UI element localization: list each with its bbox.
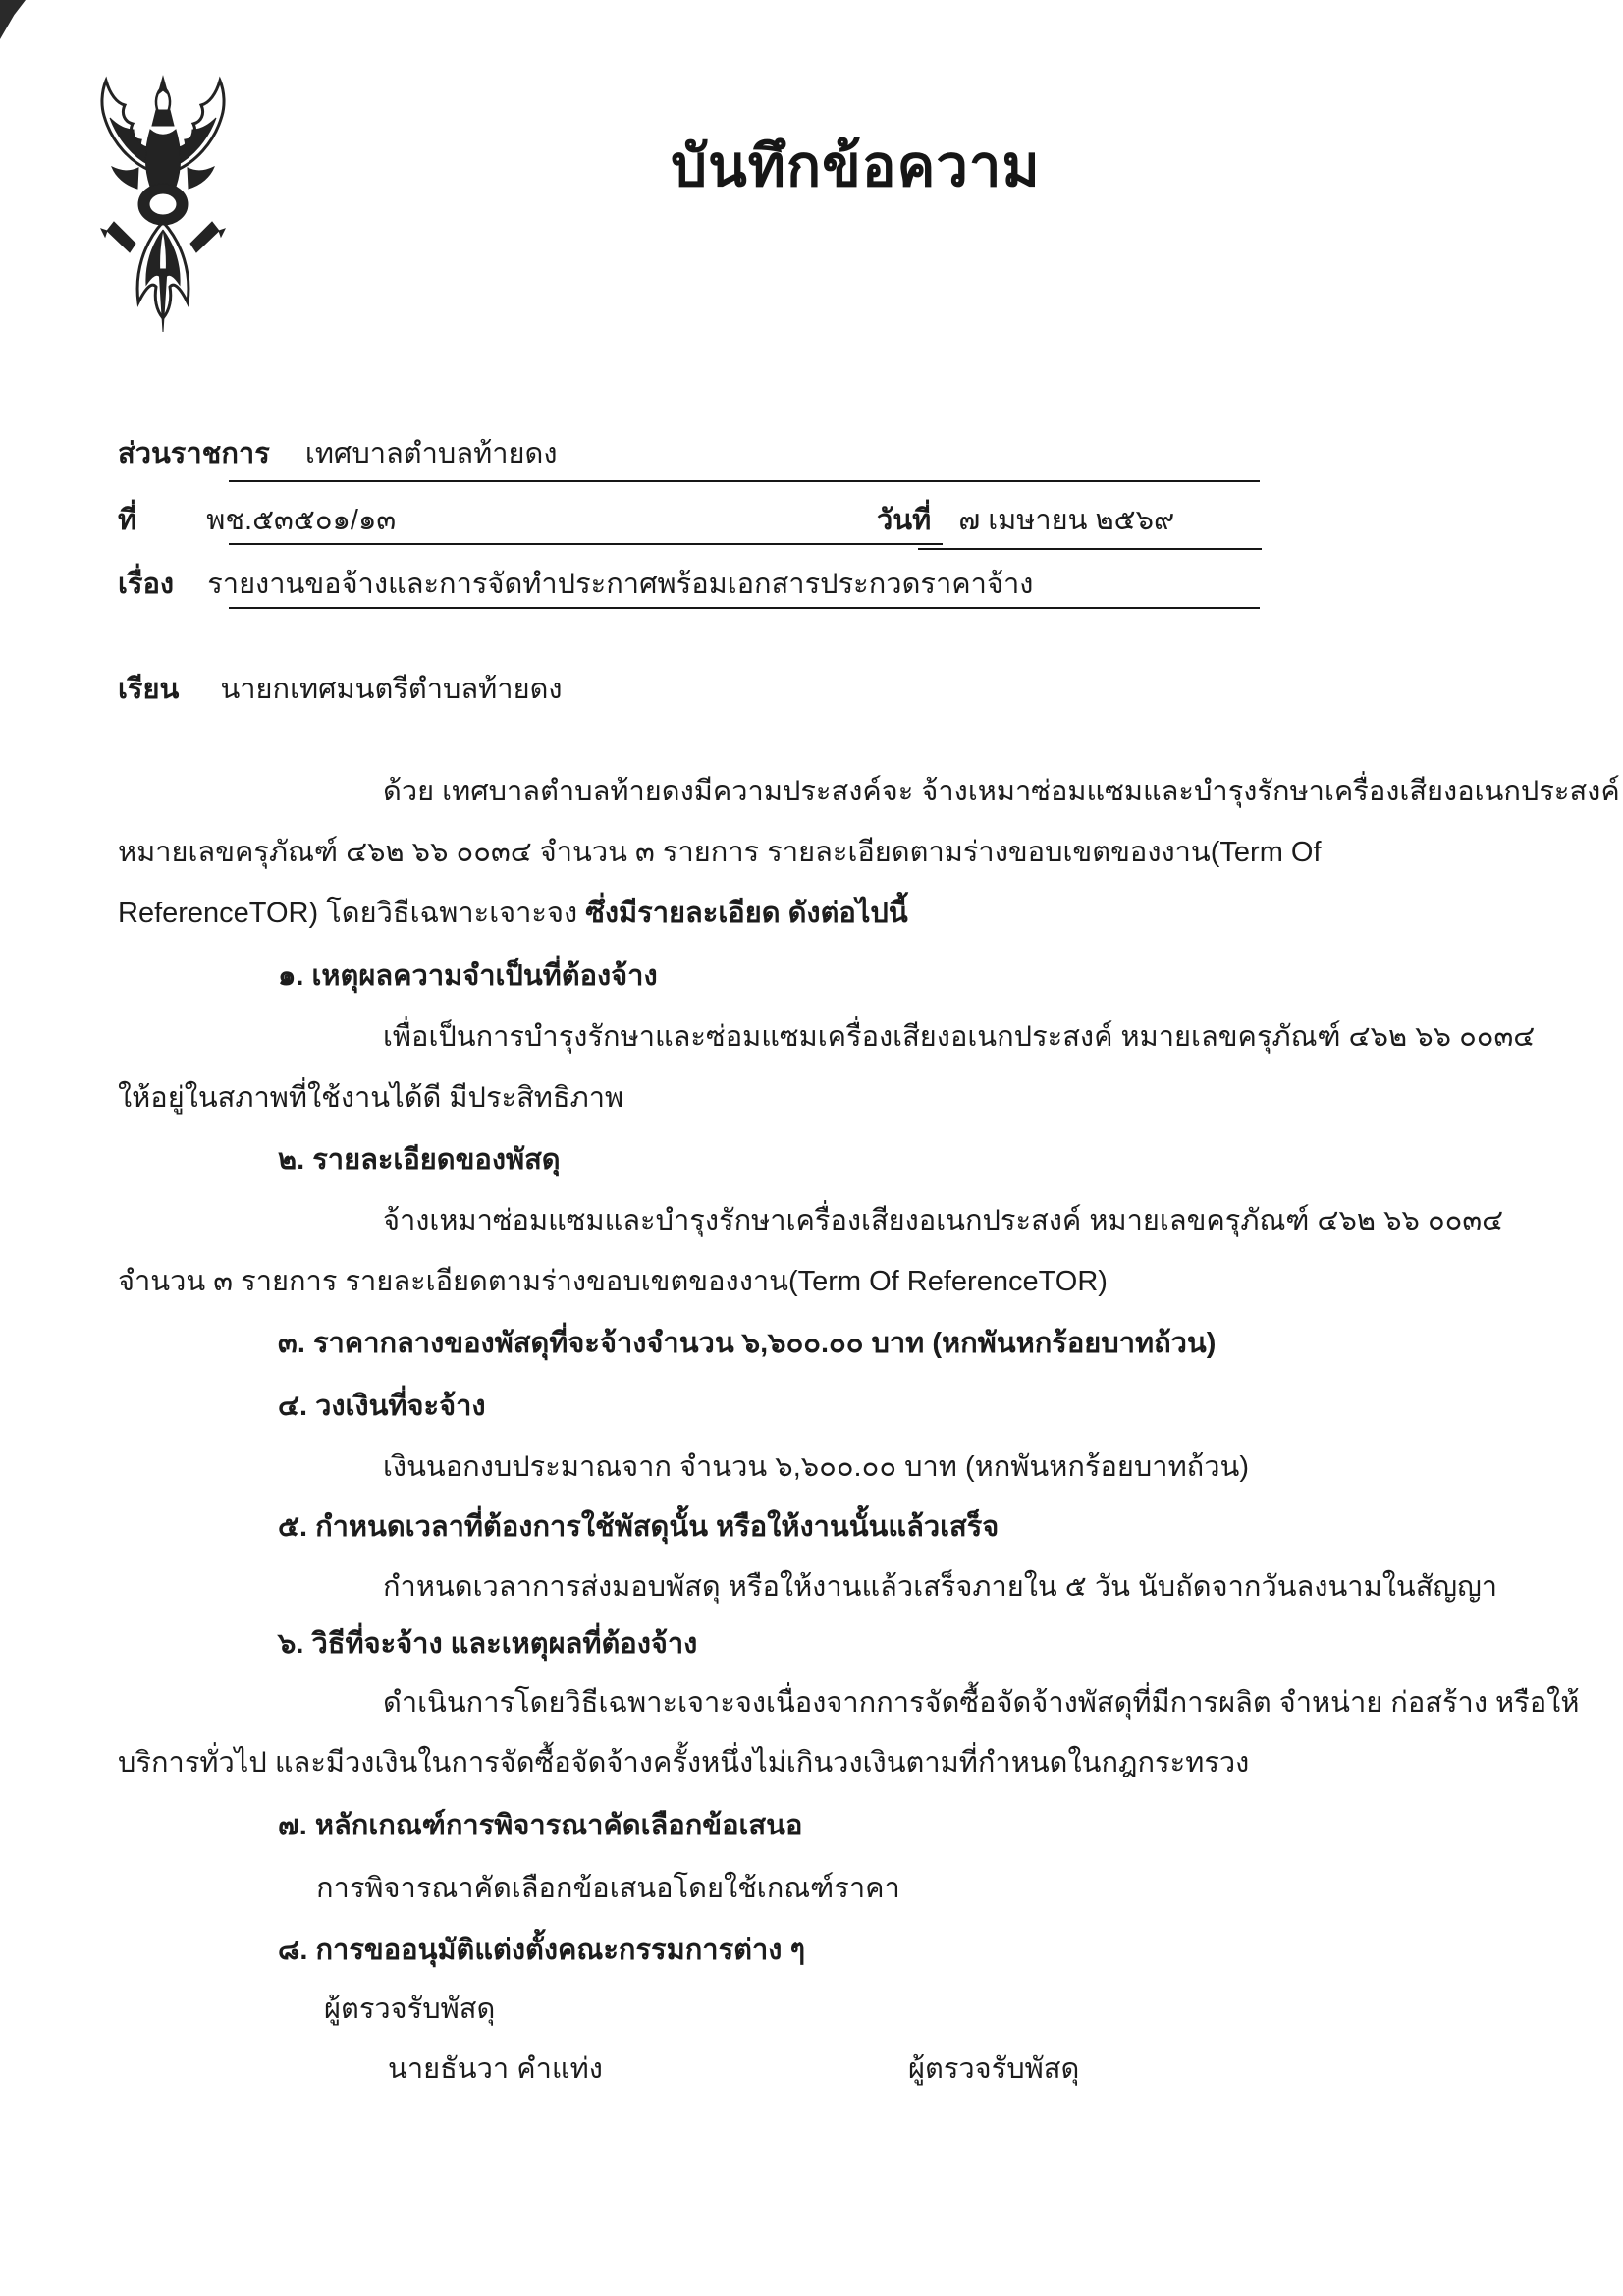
- to-label: เรียน: [118, 674, 180, 705]
- number-label: ที่: [118, 505, 137, 536]
- body-line: เพื่อเป็นการบำรุงรักษาและซ่อมแซมเครื่องเสียงอเนกประสงค์ หมายเลขครุภัณฑ์ ๔๖๒ ๖๖ ๐๐๓๔: [383, 1021, 1536, 1053]
- number-row: [118, 497, 396, 542]
- body-line: เงินนอกงบประมาณจาก จำนวน ๖,๖๐๐.๐๐ บาท (หกพันหกร้อยบาทถ้วน): [383, 1451, 1250, 1483]
- page-title: บันทึกข้อความ: [671, 135, 1041, 198]
- body-line: บริการทั่วไป และมีวงเงินในการจัดซื้อจัดจ้างครั้งหนึ่งไม่เกินวงเงินตามที่กำหนดในกฎกระทรวง: [118, 1747, 1250, 1778]
- section-5-heading: ๕. กำหนดเวลาที่ต้องการใช้พัสดุนั้น หรือให้งานนั้นแล้วเสร็จ: [278, 1511, 1000, 1543]
- inspector-role: ผู้ตรวจรับพัสดุ: [908, 2053, 1080, 2085]
- number-value: พช.๕๓๕๐๑/๑๓: [206, 505, 397, 536]
- body-line: ให้อยู่ในสภาพที่ใช้งานได้ดี มีประสิทธิภาพ: [118, 1082, 624, 1114]
- body-line: [118, 890, 908, 935]
- section-3-heading: ๓. ราคากลางของพัสดุที่จะจ้างจำนวน ๖,๖๐๐.๐๐ บาท (หกพันหกร้อยบาทถ้วน): [278, 1328, 1217, 1359]
- body-line: ผู้ตรวจรับพัสดุ: [324, 1994, 496, 2025]
- inspector-name: นายธันวา คำแท่ง: [388, 2053, 603, 2085]
- header-rule: [229, 543, 943, 545]
- subject-label: เรื่อง: [118, 569, 175, 600]
- department-row: [118, 430, 558, 475]
- subject-value: รายงานขอจ้างและการจัดทำประกาศพร้อมเอกสารประกวดราคาจ้าง: [207, 569, 1034, 600]
- header-rule: [918, 548, 1262, 550]
- department-value: เทศบาลตำบลท้ายดง: [304, 438, 558, 469]
- body-line: การพิจารณาคัดเลือกข้อเสนอโดยใช้เกณฑ์ราคา: [316, 1873, 900, 1904]
- to-value: นายกเทศมนตรีตำบลท้ายดง: [220, 674, 563, 705]
- body-line: กำหนดเวลาการส่งมอบพัสดุ หรือให้งานแล้วเสร็จภายใน ๕ วัน นับถัดจากวันลงนามในสัญญา: [383, 1571, 1498, 1603]
- header-rule: [229, 607, 1260, 609]
- section-2-heading: ๒. รายละเอียดของพัสดุ: [278, 1144, 561, 1175]
- date-value: ๗ เมษายน ๒๕๖๙: [958, 505, 1175, 536]
- body-line: หมายเลขครุภัณฑ์ ๔๖๒ ๖๖ ๐๐๓๔ จำนวน ๓ รายการ รายละเอียดตามร่างขอบเขตของงาน(Term Of: [118, 837, 1322, 868]
- body-line-text: ReferenceTOR) โดยวิธีเฉพาะเจาะจง: [118, 898, 586, 929]
- section-8-heading: ๘. การขออนุมัติแต่งตั้งคณะกรรมการต่าง ๆ: [278, 1935, 806, 1966]
- body-line-bold-text: ซึ่งมีรายละเอียด ดังต่อไปนี้: [585, 898, 908, 929]
- section-7-heading: ๗. หลักเกณฑ์การพิจารณาคัดเลือกข้อเสนอ: [278, 1810, 803, 1841]
- body-line: ดำเนินการโดยวิธีเฉพาะเจาะจงเนื่องจากการจัดซื้อจัดจ้างพัสดุที่มีการผลิต จำหน่าย ก่อสร้าง หรือให้: [383, 1687, 1580, 1719]
- body-line: จ้างเหมาซ่อมแซมและบำรุงรักษาเครื่องเสียงอเนกประสงค์ หมายเลขครุภัณฑ์ ๔๖๒ ๖๖ ๐๐๓๔: [383, 1205, 1504, 1236]
- section-4-heading: ๔. วงเงินที่จะจ้าง: [278, 1391, 486, 1422]
- department-label: ส่วนราชการ: [118, 438, 270, 469]
- subject-row: [118, 561, 1033, 606]
- header-rule: [229, 480, 1260, 482]
- date-row: [877, 497, 1174, 542]
- body-line: ด้วย เทศบาลตำบลท้ายดงมีความประสงค์จะ จ้างเหมาซ่อมแซมและบำรุงรักษาเครื่องเสียงอเนกประสงค์: [383, 776, 1620, 807]
- date-label: วันที่: [877, 505, 932, 536]
- section-6-heading: ๖. วิธีที่จะจ้าง และเหตุผลที่ต้องจ้าง: [278, 1628, 698, 1660]
- scan-artifact: [0, 0, 26, 39]
- to-row: [118, 666, 563, 711]
- section-1-heading: ๑. เหตุผลความจำเป็นที่ต้องจ้าง: [278, 960, 658, 992]
- body-line: จำนวน ๓ รายการ รายละเอียดตามร่างขอบเขตของงาน(Term Of ReferenceTOR): [118, 1266, 1108, 1297]
